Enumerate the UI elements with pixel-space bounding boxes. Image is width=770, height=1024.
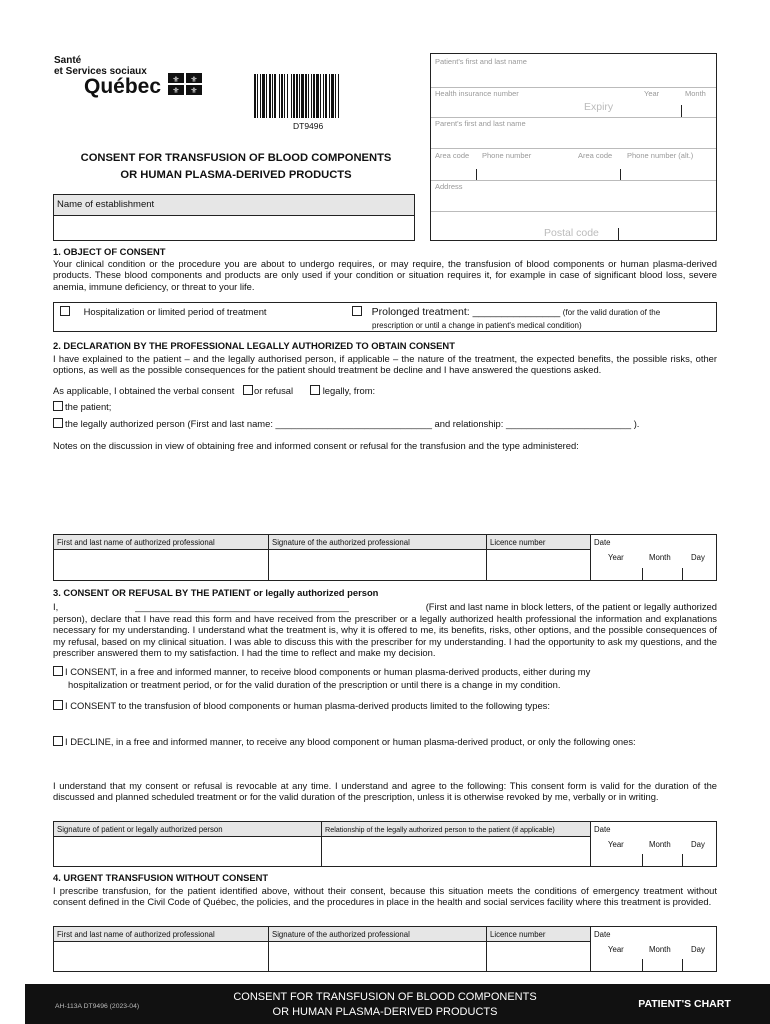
consent-option-2 <box>53 700 717 711</box>
barcode-bar <box>305 74 307 118</box>
consent-1-label: I CONSENT, in a free and informed manner, to receive blood components or human plasma-derived products, either during my <box>65 666 591 677</box>
s4-day-label: Day <box>691 945 705 954</box>
consent-2-checkbox[interactable] <box>53 700 63 710</box>
barcode-bar <box>262 74 265 118</box>
patient-name-label: Patient's first and last name <box>435 57 527 66</box>
parent-name-label: Parent's first and last name <box>435 119 526 128</box>
verbal-refusal-label: or refusal <box>253 385 294 396</box>
verbal-legally-label: legally, from: <box>322 385 376 396</box>
fleurdelise-icon <box>168 73 202 95</box>
barcode-bar <box>313 74 315 118</box>
s4-licence-label: Licence number <box>490 930 546 939</box>
patient-name-field[interactable] <box>431 66 716 88</box>
decline-types-field[interactable] <box>53 750 717 774</box>
org-name-line2: et Services sociaux <box>54 66 147 77</box>
section3-heading-sub: or legally authorized person <box>250 587 379 598</box>
prolonged-note-line2: prescription or until a change in patient's medical condition) <box>372 321 582 330</box>
form-title-line2: OR HUMAN PLASMA-DERIVED PRODUCTS <box>120 169 352 181</box>
hospitalization-label: Hospitalization or limited period of treatment <box>83 306 267 317</box>
patient-id-box <box>430 53 717 241</box>
decline-label: I DECLINE, in a free and informed manner, to receive any blood component or human plasma-derived product, or only the following ones: <box>65 736 636 747</box>
patient-checkbox[interactable] <box>53 401 63 411</box>
form-title-line1: CONSENT FOR TRANSFUSION OF BLOOD COMPONENTS <box>80 152 392 164</box>
expiry-label: Expiry <box>584 101 614 113</box>
s4-licence-cell[interactable] <box>486 926 591 972</box>
barcode-bar <box>296 74 298 118</box>
authorized-person-checkbox[interactable] <box>53 418 63 428</box>
s3-year-label: Year <box>608 840 624 849</box>
notes-label: Notes on the discussion in view of obtaining free and informed consent or refusal for the transfusion and the type administered: <box>53 440 579 451</box>
consent-2-types-field[interactable] <box>53 714 717 732</box>
barcode-bar <box>281 74 283 118</box>
org-name-line3: Québec <box>84 75 162 98</box>
s2-licence-label: Licence number <box>490 538 546 547</box>
prolonged-label: Prolonged treatment: _______________ <box>371 306 561 318</box>
s2-licence-cell[interactable] <box>486 534 591 581</box>
s2-signature-label: Signature of the authorized professional <box>272 538 410 547</box>
barcode-bars <box>254 74 370 118</box>
barcode-bar <box>279 74 280 118</box>
s2-day-label: Day <box>691 553 705 562</box>
health-insurance-label: Health insurance number <box>435 89 519 98</box>
month-label: Month <box>685 89 706 98</box>
prolonged-checkbox[interactable] <box>352 306 362 316</box>
s4-name-label: First and last name of authorized professional <box>57 930 215 939</box>
phone-label: Phone number <box>482 151 532 160</box>
phone-field[interactable] <box>431 160 571 180</box>
s3-relationship-cell[interactable] <box>321 821 591 867</box>
postal-code-label: Postal code <box>544 227 599 239</box>
svg-text:⚜: ⚜ <box>190 75 198 84</box>
revocable-text: I understand that my consent or refusal is revocable at any time. I understand and agree to the following: This consent form is valid for the duration of the discussed and planned scheduled treatment or for the valid duration of the prescription, unless it is otherwise revoked by me, verbally or in writing. <box>53 780 717 803</box>
barcode-bar <box>266 74 267 118</box>
s4-signature-label: Signature of the authorized professional <box>272 930 410 939</box>
barcode-bar <box>257 74 258 118</box>
notes-field[interactable] <box>53 454 717 530</box>
phone-alt-field[interactable] <box>574 160 716 180</box>
org-name-line1: Santé <box>54 55 82 66</box>
svg-text:⚜: ⚜ <box>172 86 180 95</box>
s2-name-cell[interactable] <box>53 534 269 581</box>
s4-name-cell[interactable] <box>53 926 269 972</box>
decline-option <box>53 736 723 747</box>
s4-year-label: Year <box>608 945 624 954</box>
barcode <box>254 74 370 118</box>
barcode-code: DT9496 <box>293 121 324 131</box>
quebec-logo <box>54 55 214 101</box>
treatment-duration-box <box>53 302 717 332</box>
barcode-bar <box>293 74 295 118</box>
section1-heading: 1. OBJECT OF CONSENT <box>53 246 166 257</box>
s3-date-label: Date <box>594 825 611 834</box>
s3-relationship-label: Relationship of the legally authorized person to the patient (if applicable) <box>325 825 555 834</box>
verbal-consent-text: As applicable, I obtained the verbal consent <box>53 385 235 396</box>
barcode-bar <box>323 74 324 118</box>
s3-date-cell[interactable] <box>590 821 717 867</box>
health-insurance-field[interactable] <box>431 98 716 118</box>
s4-signature-cell[interactable] <box>268 926 487 972</box>
barcode-bar <box>272 74 273 118</box>
barcode-bar <box>325 74 327 118</box>
s3-signature-label: Signature of patient or legally authorized person <box>57 825 223 834</box>
section3-heading <box>53 587 378 598</box>
svg-text:⚜: ⚜ <box>190 86 198 95</box>
barcode-bar <box>329 74 330 118</box>
barcode-bar <box>316 74 319 118</box>
barcode-bar <box>269 74 271 118</box>
s4-date-cell[interactable] <box>590 926 717 972</box>
barcode-bar <box>308 74 309 118</box>
footer-patient-chart: PATIENT'S CHART <box>638 998 731 1010</box>
hospitalization-checkbox[interactable] <box>60 306 70 316</box>
section1-body: Your clinical condition or the procedure you are about to undergo requires, or may require, the transfusion of blood components or human plasma-derived products. These blood components and products are only used if your condition or situation requires it, for example in case of significant blood loss, severe anemia, immune deficiency, or threat to your life. <box>53 258 717 292</box>
year-label: Year <box>644 89 660 98</box>
phone-alt-label: Phone number (alt.) <box>627 151 694 160</box>
s4-month-label: Month <box>649 945 671 954</box>
s2-date-cell[interactable] <box>590 534 717 581</box>
s2-year-label: Year <box>608 553 624 562</box>
footer-form-code: AH-113A DT9496 (2023-04) <box>55 1003 140 1010</box>
s3-month-label: Month <box>649 840 671 849</box>
consent-option-1 <box>53 666 717 677</box>
barcode-bar <box>335 74 336 118</box>
section4-body: I prescribe transfusion, for the patient identified above, without their consent, because this situation meets the conditions of emergency treatment without consent defined in the Civil Code of Québec, the policies, and the procedures in place in the health and social services facility where this treatment is provided. <box>53 885 717 908</box>
barcode-bar <box>338 74 339 118</box>
area-code-alt-label: Area code <box>578 151 613 160</box>
footer-bar <box>25 984 770 1024</box>
authorized-option-label: the legally authorized person (First and last name: ______________________________ and relationship: ________________________ ). <box>65 418 640 429</box>
section3-p1-i: I, <box>53 601 59 612</box>
decline-checkbox[interactable] <box>53 736 63 746</box>
section3-body: person), declare that I have read this form and have received from the prescriber or a legally authorized health professional the information and explanations necessary for my understanding. I understand what the treatment is, why it is offered to me, its benefits, risks, other options, and the possible consequences of my refusal, based on my clinical situation. I was able to discuss this with the prescriber for my understanding. I had the opportunity to ask my questions, and the prescriber answered them to my satisfaction. I had the time to reflect and make my decision. <box>53 613 717 658</box>
authorized-option <box>53 418 723 429</box>
verbal-consent-line <box>53 385 717 396</box>
consent-2-label: I CONSENT to the transfusion of blood components or human plasma-derived products limited to the following types: <box>65 700 550 711</box>
s4-date-label: Date <box>594 930 611 939</box>
footer-title-line2: OR HUMAN PLASMA-DERIVED PRODUCTS <box>272 1006 498 1018</box>
s2-date-label: Date <box>594 538 611 547</box>
establishment-label: Name of establishment <box>54 195 414 216</box>
section2-heading: 2. DECLARATION BY THE PROFESSIONAL LEGALLY AUTHORIZED TO OBTAIN CONSENT <box>53 340 455 351</box>
barcode-bar <box>331 74 334 118</box>
s3-signature-cell[interactable] <box>53 821 322 867</box>
footer-title-line1: CONSENT FOR TRANSFUSION OF BLOOD COMPONENTS <box>233 991 537 1003</box>
section3-p1-c: (First and last name in block letters, of the patient or legally authorized <box>425 601 717 612</box>
parent-name-field[interactable] <box>431 128 716 148</box>
barcode-bar <box>311 74 312 118</box>
patient-option-label: the patient; <box>65 401 112 412</box>
section4-heading: 4. URGENT TRANSFUSION WITHOUT CONSENT <box>53 872 269 883</box>
barcode-bar <box>320 74 321 118</box>
s3-day-label: Day <box>691 840 705 849</box>
barcode-bar <box>260 74 261 118</box>
svg-text:⚜: ⚜ <box>172 75 180 84</box>
barcode-bar <box>301 74 304 118</box>
establishment-box[interactable] <box>53 194 415 241</box>
verbal-consent-checkbox[interactable] <box>243 385 253 395</box>
barcode-bar <box>284 74 285 118</box>
area-code-label: Area code <box>435 151 470 160</box>
barcode-bar <box>254 74 256 118</box>
s2-signature-cell[interactable] <box>268 534 487 581</box>
patient-option <box>53 401 111 412</box>
section3-p1-first <box>53 601 717 612</box>
barcode-bar <box>299 74 300 118</box>
section3-heading-main: 3. CONSENT OR REFUSAL BY THE PATIENT <box>53 587 251 598</box>
section2-body: I have explained to the patient – and the legally authorised person, if applicable – the nature of the treatment, the expected benefits, the possible risks, other options, as well as the possible consequences for the patient should treatment be decline and I have answered the questions asked. <box>53 353 717 376</box>
barcode-bar <box>287 74 288 118</box>
consent-1-checkbox[interactable] <box>53 666 63 676</box>
barcode-bar <box>274 74 276 118</box>
s2-month-label: Month <box>649 553 671 562</box>
section3-p1-blank: _________________________________________ <box>135 601 349 612</box>
prolonged-note: (for the valid duration of the <box>562 308 661 317</box>
barcode-bar <box>291 74 292 118</box>
consent-1-label-line2: hospitalization or treatment period, or for the valid duration of the prescription or until there is a change in my condition. <box>68 679 561 690</box>
address-label: Address <box>435 182 463 191</box>
verbal-refusal-checkbox[interactable] <box>310 385 320 395</box>
s2-name-label: First and last name of authorized professional <box>57 538 215 547</box>
